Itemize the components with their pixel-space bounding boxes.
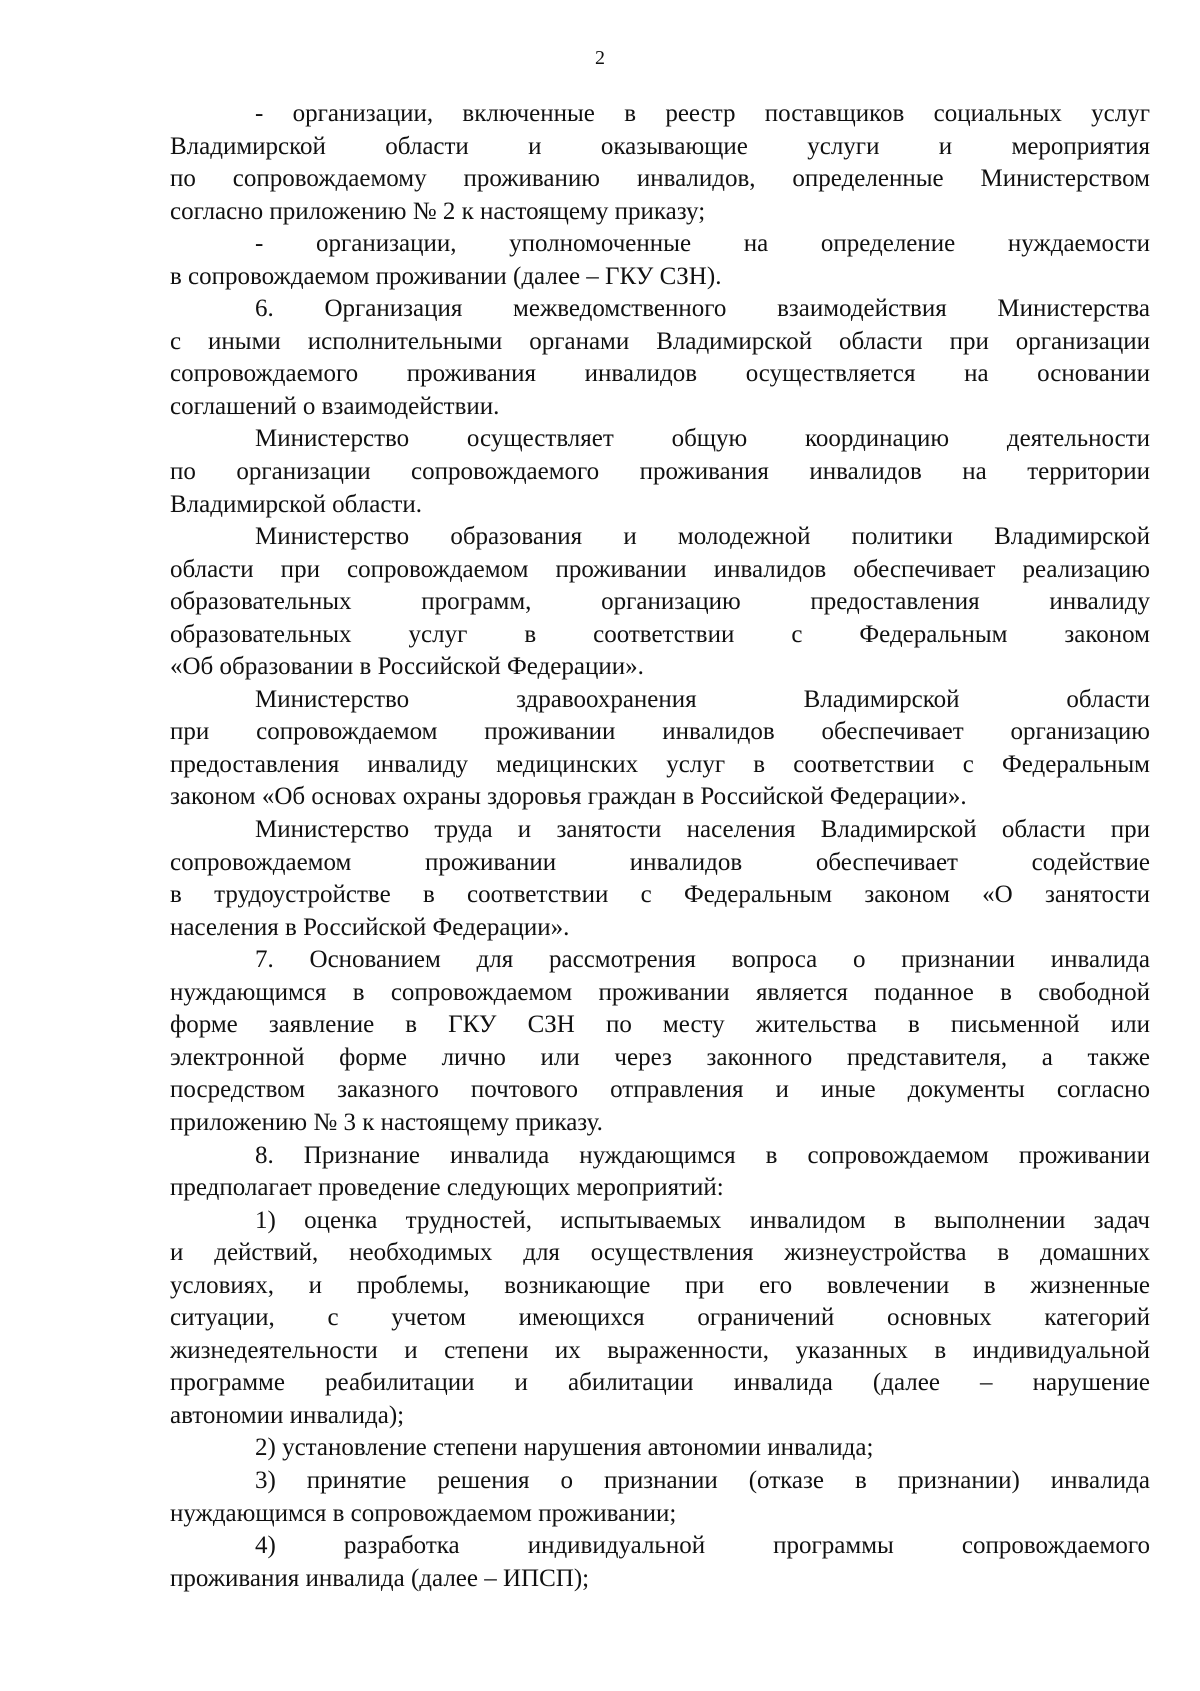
document-body — [170, 98, 1150, 1595]
text-line: посредством заказного почтового отправления и иные документы согласно — [170, 1076, 1150, 1104]
page-number: 2 — [595, 47, 605, 69]
text-line: образовательных программ, организацию предоставления инвалиду — [170, 588, 1150, 616]
text-line: форме заявление в ГКУ СЗН по месту жительства в письменной или — [170, 1011, 1150, 1039]
text-line: «Об образовании в Российской Федерации». — [170, 653, 644, 681]
text-line: в сопровождаемом проживании (далее – ГКУ СЗН). — [170, 262, 722, 290]
text-line: в трудоустройстве в соответствии с Федеральным законом «О занятости — [170, 881, 1150, 909]
text-line: по сопровождаемому проживанию инвалидов, определенные Министерством — [170, 165, 1150, 193]
text-line: жизнедеятельности и степени их выраженности, указанных в индивидуальной — [170, 1336, 1150, 1364]
text-line: согласно приложению № 2 к настоящему приказу; — [170, 197, 706, 225]
text-line: автономии инвалида); — [170, 1401, 405, 1429]
text-line: - организации, включенные в реестр поставщиков социальных услуг — [255, 100, 1150, 127]
text-line: и действий, необходимых для осуществления жизнеустройства в домашних — [170, 1239, 1150, 1267]
text-line: проживания инвалида (далее – ИПСП); — [170, 1564, 590, 1592]
text-line: Министерство труда и занятости населения Владимирской области при — [255, 816, 1150, 844]
text-line: нуждающимся в сопровождаемом проживании является поданное в свободной — [170, 978, 1150, 1006]
text-line: сопровождаемом проживании инвалидов обеспечивает содействие — [170, 848, 1150, 876]
text-line: 4) разработка индивидуальной программы сопровождаемого — [255, 1532, 1150, 1560]
text-line: нуждающимся в сопровождаемом проживании; — [170, 1499, 677, 1527]
text-line: 3) принятие решения о признании (отказе в признании) инвалида — [255, 1466, 1150, 1494]
text-line: приложению № 3 к настоящему приказу. — [170, 1108, 603, 1136]
text-line: Владимирской области. — [170, 490, 422, 518]
text-line: предоставления инвалиду медицинских услуг в соответствии с Федеральным — [170, 750, 1150, 778]
text-line: электронной форме лично или через законного представителя, а также — [170, 1043, 1150, 1071]
text-line: образовательных услуг в соответствии с Федеральным законом — [170, 620, 1150, 648]
text-line: населения в Российской Федерации». — [170, 913, 570, 941]
text-line: соглашений о взаимодействии. — [170, 392, 500, 420]
text-line: законом «Об основах охраны здоровья граждан в Российской Федерации». — [170, 783, 967, 811]
text-line: предполагает проведение следующих мероприятий: — [170, 1174, 724, 1202]
text-line: при сопровождаемом проживании инвалидов обеспечивает организацию — [170, 718, 1150, 746]
text-line: условиях, и проблемы, возникающие при его вовлечении в жизненные — [170, 1271, 1150, 1299]
text-line: - организации, уполномоченные на определение нуждаемости — [255, 230, 1150, 258]
text-line: ситуации, с учетом имеющихся ограничений основных категорий — [170, 1304, 1150, 1332]
text-line: 6. Организация межведомственного взаимодействия Министерства — [255, 295, 1150, 323]
text-line: области при сопровождаемом проживании инвалидов обеспечивает реализацию — [170, 555, 1150, 583]
text-line: Владимирской области и оказывающие услуги и мероприятия — [170, 132, 1150, 160]
text-line: 1) оценка трудностей, испытываемых инвалидом в выполнении задач — [255, 1206, 1150, 1234]
text-line: с иными исполнительными органами Владимирской области при организации — [170, 327, 1150, 355]
text-line: 8. Признание инвалида нуждающимся в сопровождаемом проживании — [255, 1141, 1150, 1169]
text-line: 2) установление степени нарушения автономии инвалида; — [255, 1434, 874, 1462]
text-line: Министерство осуществляет общую координацию деятельности — [255, 425, 1150, 453]
text-line: Министерство здравоохранения Владимирской области — [255, 685, 1150, 713]
text-line: сопровождаемого проживания инвалидов осуществляется на основании — [170, 360, 1150, 388]
text-line: программе реабилитации и абилитации инвалида (далее – нарушение — [170, 1369, 1150, 1397]
text-line: 7. Основанием для рассмотрения вопроса о признании инвалида — [255, 946, 1150, 974]
text-line: Министерство образования и молодежной политики Владимирской — [255, 523, 1150, 551]
text-line: по организации сопровождаемого проживания инвалидов на территории — [170, 458, 1150, 486]
